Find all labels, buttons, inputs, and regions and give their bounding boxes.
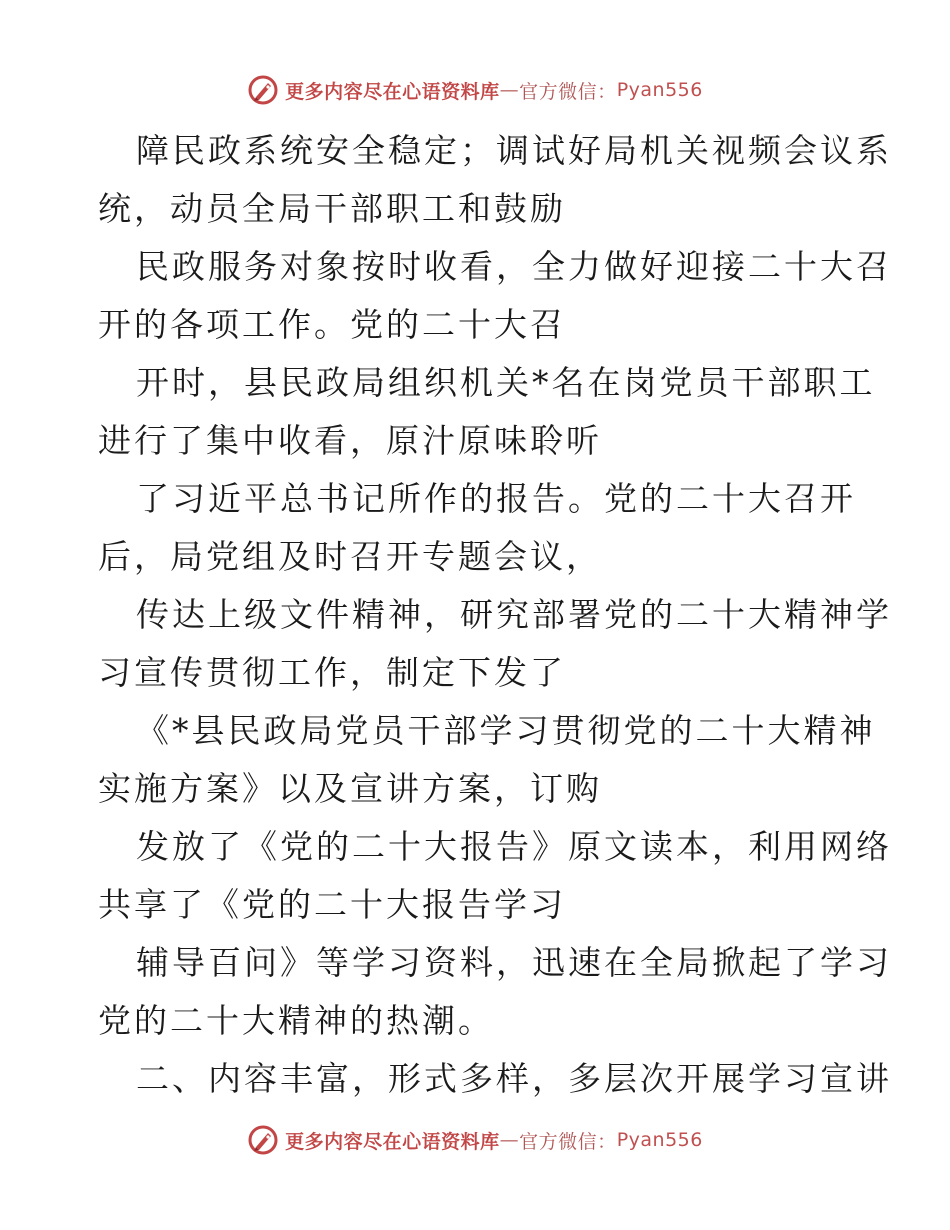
watermark-separator: — [499, 79, 520, 101]
body-line: 实施方案》以及宣讲方案，订购 [98, 769, 602, 808]
header-watermark [0, 70, 950, 110]
footer-watermark [0, 1120, 950, 1160]
body-line: 共享了《党的二十大报告学习 [98, 885, 566, 924]
body-line: 开的各项工作。党的二十大召 [98, 305, 566, 344]
watermark-handle: Pyan556 [616, 79, 703, 101]
body-line: 进行了集中收看，原汁原味聆听 [98, 421, 602, 460]
watermark-separator: — [499, 1129, 520, 1151]
body-line: 了习近平总书记所作的报告。党的二十大召开 [136, 479, 856, 518]
pen-nib-logo-icon [247, 1124, 279, 1156]
body-line: 发放了《党的二十大报告》原文读本，利用网络 [136, 827, 892, 866]
document-body [98, 122, 892, 1108]
body-line: 辅导百问》等学习资料，迅速在全局掀起了学习 [136, 943, 892, 982]
pen-nib-logo-icon [247, 74, 279, 106]
body-line: 传达上级文件精神，研究部署党的二十大精神学 [136, 595, 892, 634]
watermark-handle: Pyan556 [616, 1129, 703, 1151]
body-line: 统，动员全局干部职工和鼓励 [98, 189, 566, 228]
watermark-brand: 更多内容尽在心语资料库 [285, 1130, 500, 1153]
watermark-official-label: 官方微信： [519, 80, 617, 103]
body-line: 障民政系统安全稳定；调试好局机关视频会议系 [136, 131, 892, 170]
body-line: 后，局党组及时召开专题会议， [98, 537, 602, 576]
body-line: 《*县民政局党员干部学习贯彻党的二十大精神 [136, 711, 876, 750]
watermark-brand: 更多内容尽在心语资料库 [285, 80, 500, 103]
body-line: 民政服务对象按时收看，全力做好迎接二十大召 [136, 247, 892, 286]
body-line: 党的二十大精神的热潮。 [98, 1001, 494, 1040]
body-line: 习宣传贯彻工作，制定下发了 [98, 653, 566, 692]
watermark-official-label: 官方微信： [519, 1130, 617, 1153]
body-line: 开时，县民政局组织机关*名在岗党员干部职工 [136, 363, 876, 402]
body-line: 二、内容丰富，形式多样，多层次开展学习宣讲 [136, 1059, 892, 1098]
